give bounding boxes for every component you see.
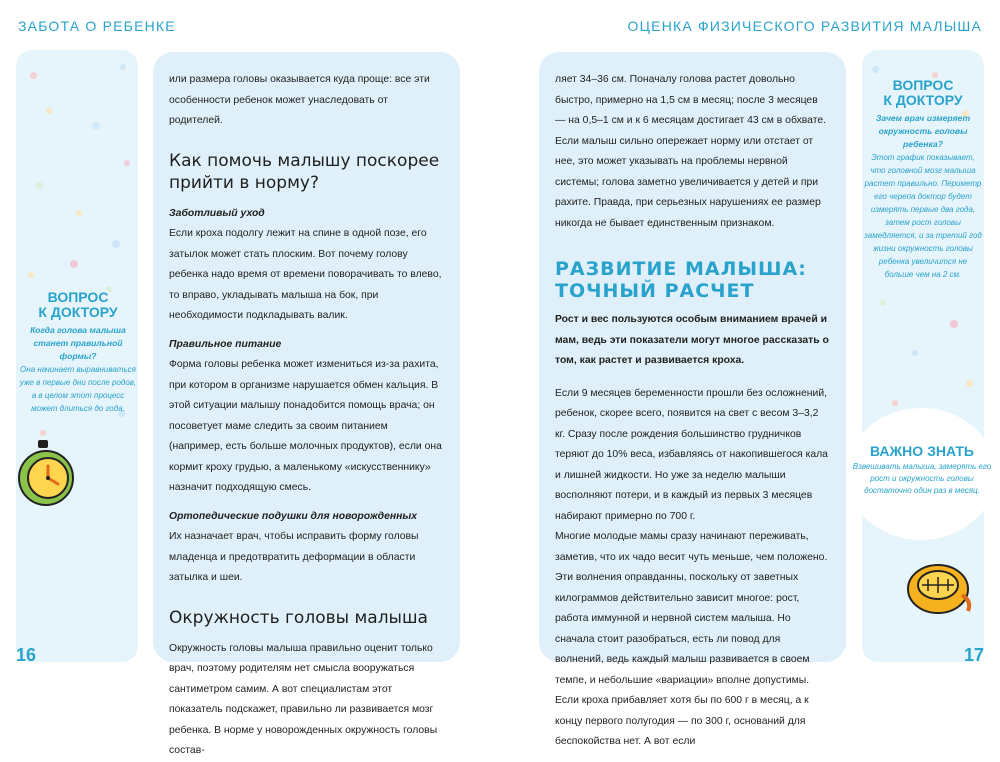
paragraph: Многие молодые мамы сразу начинают переживать, заметив, что их чадо весит чуть меньше, чем положено. Эти волнения оправданны, поскольку от заветных килограммов действительно зависит многое: рост, работа иммунной и нервной систем малыша. Но сначала стоит разобраться, есть ли повод для волнений, ведь каждый малыш развивается в своем темпе, и небольшие «вариации» вполне допустимы. Если кроха прибавляет хотя бы по 600 г в месяц, а к концу первого полугодия — по 300 г, оснований для беспокойства нет. А вот если <box>555 531 828 747</box>
important-text: Взвешивать малыша, замерять его рост и окружность головы достаточно один раз в месяц. <box>852 462 992 495</box>
ask-title-line2: К ДОКТОРУ <box>38 304 118 320</box>
ask-question: Когда голова малыша станет правильной формы? <box>30 325 126 361</box>
subheading: Правильное питание <box>169 338 282 350</box>
decor-dot <box>30 72 37 79</box>
paragraph: Окружность головы малыша правильно оценит только врач, поэтому родителям нет смысла вооружаться сантиметром самим. А вот специалистам этот показатель подскажет, правильно ли развивается мозг ребенка. В норме у новорожденных окружность головы состав- <box>169 642 438 756</box>
clock-icon <box>18 440 80 513</box>
paragraph: Если 9 месяцев беременности прошли без осложнений, ребенок, скорее всего, появится на свет с весом 3–3,2 кг. Сразу после рождения большинство грудничков теряют до 10% веса, избавляясь от накопившегося кала и лишней жидкости. Но уже за неделю малыши восполняют потери, и в каждый из первых 3 месяцев набирают примерно по 700 г. <box>555 387 828 522</box>
paragraph: Их назначает врач, чтобы исправить форму головы младенца и предотвратить деформации в области затылка и шеи. <box>169 531 419 583</box>
decor-dot <box>36 182 43 189</box>
decor-dot <box>124 160 130 166</box>
decor-dot <box>46 108 52 114</box>
ask-title-line1: ВОПРОС <box>892 77 954 93</box>
running-header-left: ЗАБОТА О РЕБЕНКЕ <box>18 18 176 34</box>
decor-dot <box>40 430 46 436</box>
decor-dot <box>892 400 898 406</box>
ask-title-line1: ВОПРОС <box>47 289 109 305</box>
ask-doctor-box-left <box>18 290 138 415</box>
decor-dot <box>76 210 82 216</box>
decor-dot <box>120 64 126 70</box>
decor-dot <box>872 66 879 73</box>
paragraph-intro: или размера головы оказывается куда проще: все эти особенности ребенок может унаследовать от родителей. <box>169 74 430 126</box>
ask-answer: Она начинает выравниваться уже в первые дни после родов, а в целом этот процесс может длиться до года. <box>19 365 137 413</box>
ask-answer: Этот график показывает, что головной мозг малыша растет правильно. Периметр его черепа доктор будет измерять первые два года, затем рост головы замедляется, и за третий год жизни окружность головы ребенка увеличится не больше чем на 2 см. <box>864 153 982 279</box>
paragraph-intro: ляет 34–36 см. Поначалу голова растет довольно быстро, примерно на 1,5 см в месяц; после 3 месяцев — на 0,5–1 см и к 6 месяцам достигает 43 см в обхвате. Если малыш сильно опережает норму или отстает от нее, это может указывать на проблемы нервной системы; голова заметно увеличивается у детей и при рахите. Правда, при серьезных нарушениях ее размер никогда не бывает единственным признаком. <box>555 74 827 229</box>
page-number-right: 17 <box>963 645 984 665</box>
subheading: Ортопедические подушки для новорожденных <box>169 510 418 522</box>
important-title: ВАЖНО ЗНАТЬ <box>870 443 974 459</box>
paragraph: Если кроха подолгу лежит на спине в одной позе, его затылок может стать плоским. Вот почему голову ребенка надо время от времени поворачивать то влево, то вправо, укладывать малыша на бок, при необходимости подкладывать валик. <box>169 228 442 321</box>
section-heading: Окружность головы малыша <box>169 607 428 628</box>
measuring-tape-icon <box>902 555 974 622</box>
decor-dot <box>880 300 886 306</box>
decor-dot <box>28 272 34 278</box>
important-box <box>852 443 992 497</box>
decor-dot <box>950 320 958 328</box>
right-article-panel <box>539 52 846 747</box>
section-heading: РАЗВИТИЕ МАЛЫША: ТОЧНЫЙ РАСЧЕТ <box>555 258 807 302</box>
page-number-left: 16 <box>16 645 37 665</box>
decor-dot <box>112 240 120 248</box>
subheading: Заботливый уход <box>169 207 265 219</box>
section-heading: Как помочь малышу поскорее прийти в норму? <box>169 150 440 193</box>
running-header-right: ОЦЕНКА ФИЗИЧЕСКОГО РАЗВИТИЯ МАЛЫША <box>627 18 982 34</box>
lead-paragraph: Рост и вес пользуются особым вниманием врачей и мам, ведь эти показатели могут многое рассказать о том, как растет и развивается кроха. <box>555 314 829 366</box>
decor-dot <box>912 350 918 356</box>
decor-dot <box>966 380 973 387</box>
ask-question: Зачем врач измеряет окружность головы ребенка? <box>875 113 971 149</box>
decor-dot <box>92 122 100 130</box>
paragraph: Форма головы ребенка может измениться из-за рахита, при котором в организме нарушается обмен кальция. В этой ситуации малышу понадобится помощь врача; он посоветует маме следить за своим питанием (например, есть больше молочных продуктов), если она кормит кроху грудью, а маленькому «искусственнику» назначит подходящую смесь. <box>169 359 442 493</box>
ask-doctor-box-right <box>864 78 982 281</box>
left-article-panel <box>153 52 460 756</box>
decor-dot <box>70 260 78 268</box>
ask-title-line2: К ДОКТОРУ <box>883 92 963 108</box>
